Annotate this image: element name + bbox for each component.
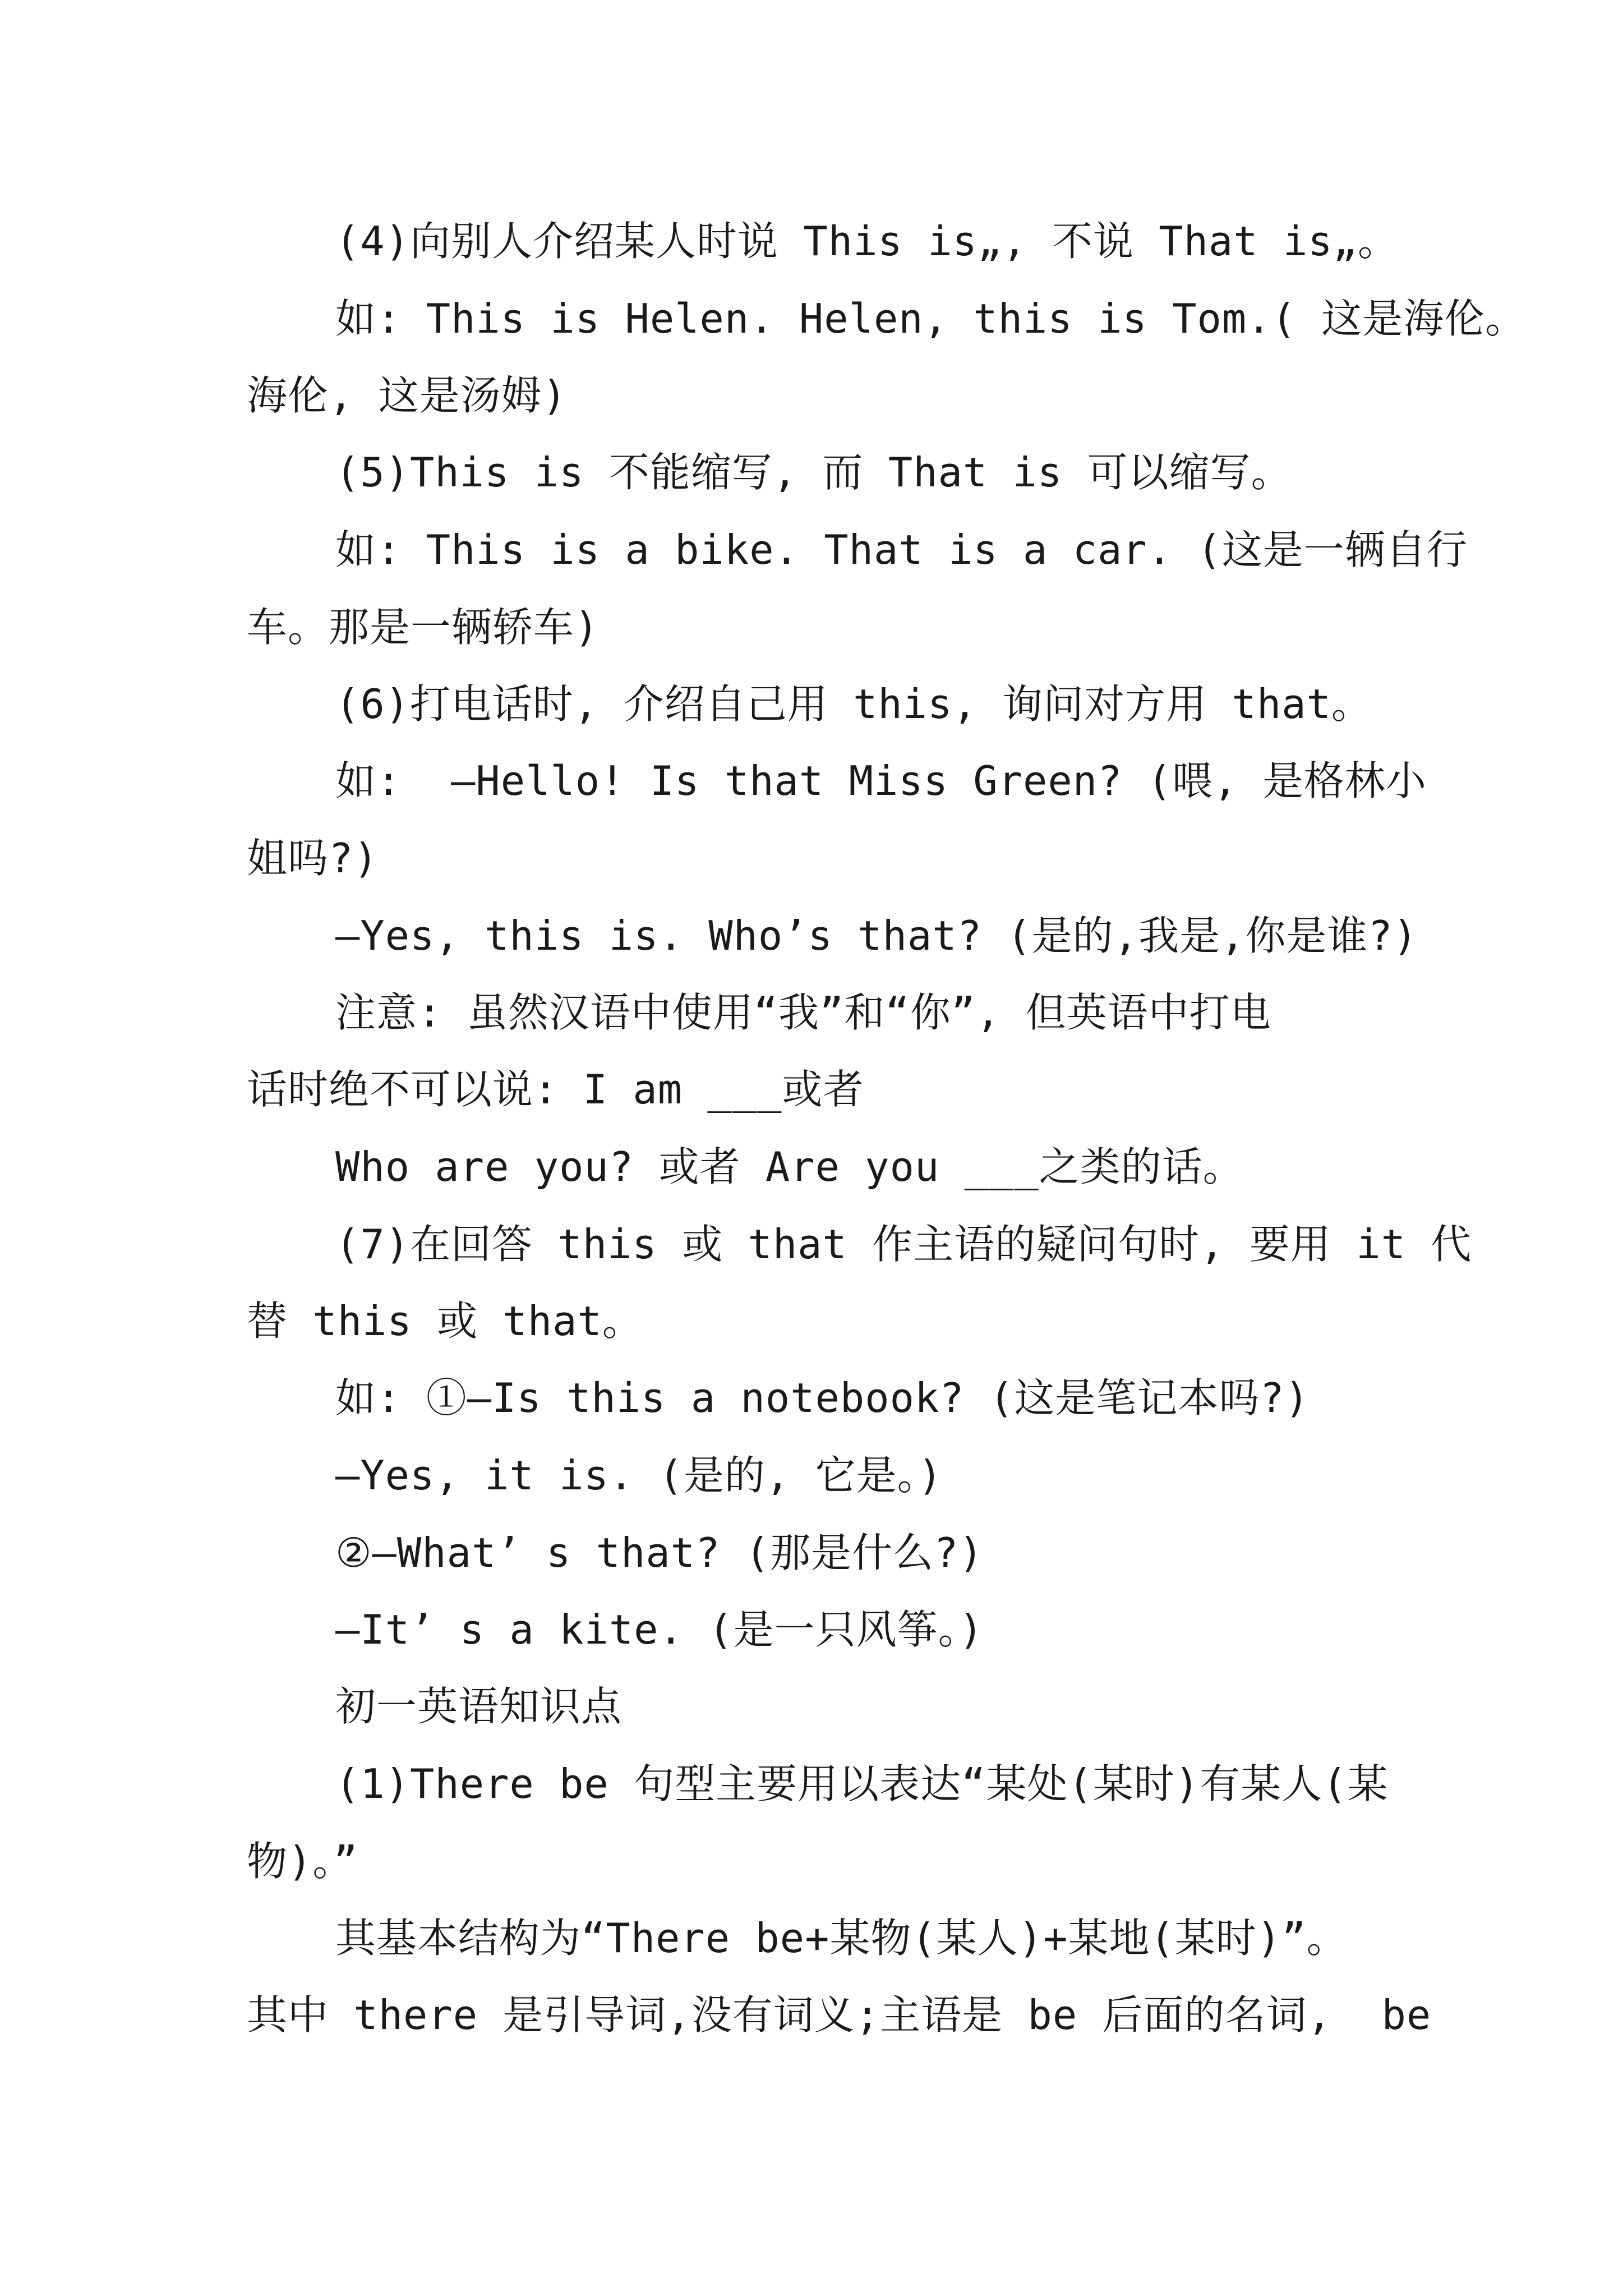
paragraph-line: —Yes, it is. (是的, 它是。) — [335, 1452, 943, 1499]
paragraph-line: 话时绝不可以说: I am ___或者 — [247, 1066, 864, 1113]
paragraph-line: 替 this 或 that。 — [247, 1297, 643, 1345]
paragraph-line: Who are you? 或者 Are you ___之类的话。 — [335, 1143, 1244, 1190]
paragraph-line: 其基本结构为“There be+某物(某人)+某地(某时)”。 — [335, 1915, 1348, 1962]
paragraph-line: 如: —Hello! Is that Miss Green? (喂, 是格林小 — [335, 757, 1427, 804]
paragraph-line: (5)This is 不能缩写, 而 That is 可以缩写。 — [335, 449, 1292, 496]
paragraph-line: —It’ s a kite. (是一只风筝。) — [335, 1606, 984, 1653]
paragraph-line: 如: This is Helen. Helen, this is Tom.( 这是海伦。 — [335, 295, 1527, 342]
paragraph-line: 如: ①—Is this a notebook? (这是笔记本吗?) — [335, 1374, 1310, 1421]
paragraph-line: (1)There be 句型主要用以表达“某处(某时)有某人(某 — [335, 1760, 1389, 1807]
paragraph-line: 物)。” — [247, 1838, 358, 1885]
paragraph-line: 海伦, 这是汤姆) — [247, 372, 568, 419]
paragraph-line: 其中 there 是引导词,没有词义;主语是 be 后面的名词, be — [247, 1991, 1432, 2039]
paragraph-line: 注意: 虽然汉语中使用“我”和“你”, 但英语中打电 — [335, 989, 1271, 1036]
paragraph-line: (4)向别人介绍某人时说 This is„, 不说 That is„。 — [335, 218, 1399, 265]
paragraph-line: ②—What’ s that? (那是什么?) — [335, 1529, 984, 1576]
paragraph-line: (7)在回答 this 或 that 作主语的疑问句时, 要用 it 代 — [335, 1221, 1472, 1268]
paragraph-line: —Yes, this is. Who’s that? (是的,我是,你是谁?) — [335, 912, 1418, 959]
section-heading: 初一英语知识点 — [335, 1683, 623, 1730]
paragraph-line: 如: This is a bike. That is a car. (这是一辆自行 — [335, 526, 1468, 573]
paragraph-line: 车。那是一辆轿车) — [247, 604, 600, 651]
paragraph-line: 姐吗?) — [247, 835, 379, 882]
paragraph-line: (6)打电话时, 介绍自己用 this, 询问对方用 that。 — [335, 680, 1372, 728]
